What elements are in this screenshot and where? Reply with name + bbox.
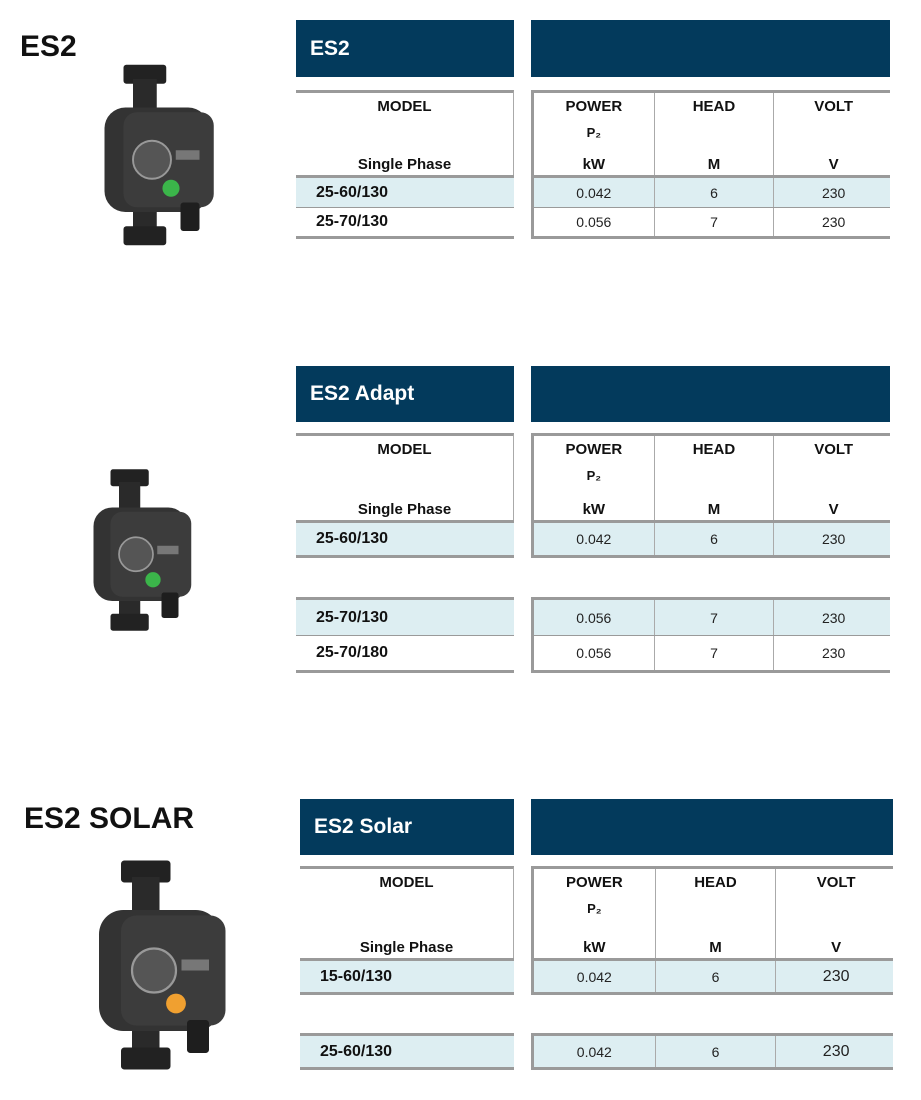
power-unit: kW [582,156,606,173]
table-row-model [296,207,514,239]
pump-product-image [88,855,242,1080]
header-col-volt [773,93,893,175]
pump-product-image [85,465,204,640]
head-unit: M [707,501,721,518]
table-row-specs [531,175,890,207]
table-row-specs [531,597,890,635]
power-label: POWER [565,441,623,458]
section-band-blank [531,20,890,77]
model-header [296,433,514,520]
power-cell: 0.056 [576,645,612,661]
volt-unit: V [828,156,839,173]
section-band-title [296,20,514,77]
model-label: MODEL [377,98,432,115]
model-cell: 25-70/180 [316,644,389,661]
power-sub-label: P₂ [586,125,602,140]
section-band-title [300,799,514,855]
table-row-model [300,958,514,995]
model-cell: 25-70/130 [316,213,389,230]
band-label: ES2 [310,36,350,60]
power-cell: 0.042 [576,531,612,547]
power-label: POWER [565,98,623,115]
power-sub-label: P₂ [586,468,602,483]
table-row-model [296,597,514,635]
phase-label: Single Phase [357,501,452,518]
table-row-specs [531,207,890,239]
band-label: ES2 Solar [314,815,413,838]
volt-unit: V [831,939,842,956]
header-col-head [655,869,776,958]
volt-label: VOLT [814,98,854,115]
power-cell: 0.042 [576,1043,612,1060]
head-cell: 6 [655,1036,776,1067]
power-label: POWER [565,874,623,891]
model-cell: 25-60/130 [316,530,389,547]
head-unit: M [709,939,722,956]
volt-cell: 230 [773,636,893,670]
power-sub-label: P₂ [587,901,602,916]
power-unit: kW [582,501,606,518]
head-cell: 6 [654,523,774,555]
power-cell: 0.042 [576,968,612,985]
table-row-specs [531,1033,893,1070]
header-col-head [654,93,774,175]
phase-label: Single Phase [357,156,452,173]
model-label: MODEL [379,874,434,891]
table-row-model [296,635,514,673]
header-col-volt [775,869,896,958]
spec-header [531,433,890,520]
model-label: MODEL [377,441,432,458]
model-cell: 15-60/130 [320,967,393,985]
head-label: HEAD [692,98,736,115]
spec-header [531,90,890,175]
volt-cell: 230 [773,600,893,635]
table-row-model [296,520,514,558]
section-title: ES2 [20,30,77,63]
volt-cell: 230 [773,523,893,555]
head-cell: 7 [654,208,774,236]
model-cell: 25-60/130 [316,183,389,201]
table-row-model [300,1033,514,1070]
model-cell: 25-60/130 [320,1042,393,1060]
power-cell: 0.042 [576,184,612,201]
header-col-volt [773,436,893,520]
head-label: HEAD [692,441,736,458]
table-row-specs [531,958,893,995]
head-label: HEAD [694,874,737,891]
header-col-power [534,93,654,175]
section-band-blank [531,799,893,855]
volt-unit: V [828,501,839,518]
table-row-specs [531,520,890,558]
header-col-head [654,436,774,520]
power-cell: 0.056 [576,609,612,626]
section-band-title [296,366,514,422]
volt-cell: 230 [773,208,893,236]
band-label: ES2 Adapt [310,382,415,405]
model-cell: 25-70/130 [316,608,389,626]
volt-cell: 230 [773,178,893,207]
volt-cell: 230 [775,961,896,992]
header-col-power [534,436,654,520]
header-col-power [534,869,655,958]
spec-header [531,866,893,958]
model-header [296,90,514,175]
pump-product-image [95,60,228,255]
section-band-blank [531,366,890,422]
volt-label: VOLT [816,874,856,891]
power-unit: kW [583,939,606,956]
table-row-model [296,175,514,207]
power-cell: 0.056 [576,214,612,230]
head-cell: 6 [654,178,774,207]
head-cell: 7 [654,636,774,670]
volt-cell: 230 [775,1036,896,1067]
volt-label: VOLT [814,441,854,458]
section-title: ES2 SOLAR [24,802,195,835]
phase-label: Single Phase [359,939,454,956]
head-cell: 6 [655,961,776,992]
model-header [300,866,514,958]
table-row-specs [531,635,890,673]
head-unit: M [707,156,721,173]
head-cell: 7 [654,600,774,635]
